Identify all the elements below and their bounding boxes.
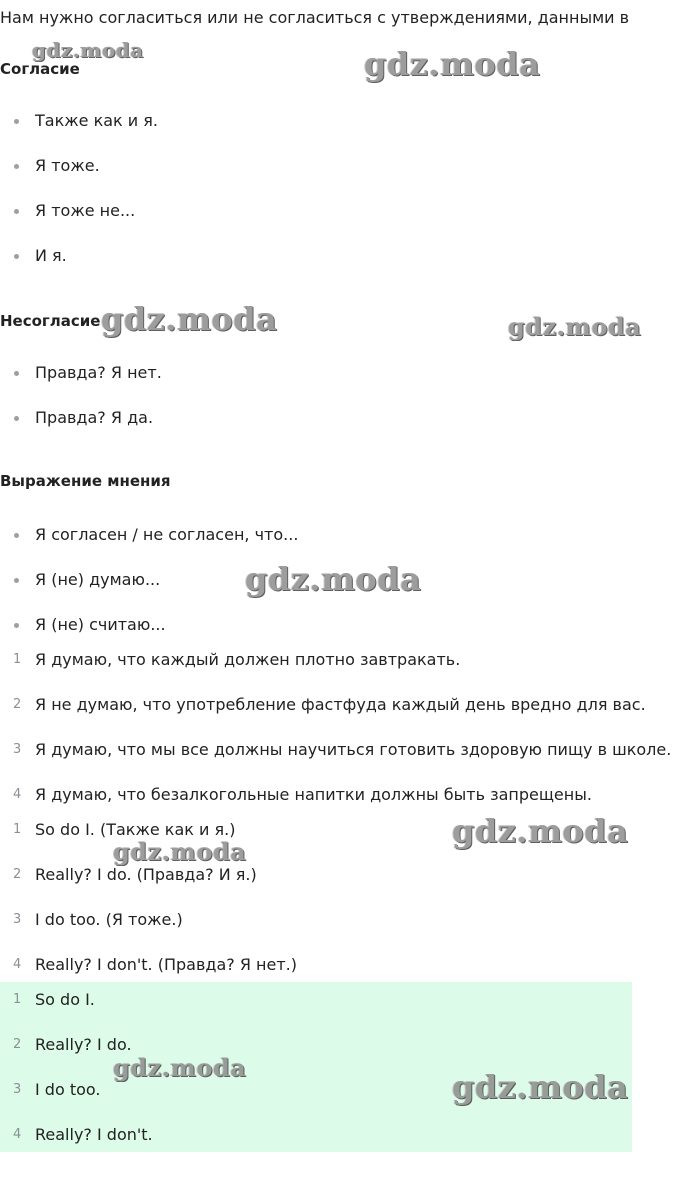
watermark-logo: gdz.moda xyxy=(364,45,541,83)
list-number: 1 xyxy=(13,822,22,837)
watermark-logo: gdz.moda xyxy=(452,1068,629,1106)
watermark-logo: gdz.moda xyxy=(101,300,278,338)
list-number: 2 xyxy=(13,697,22,712)
list-number: 1 xyxy=(13,652,22,667)
watermark-logo: gdz.moda xyxy=(452,812,629,850)
heading-disagreement: Несогласие xyxy=(0,312,101,330)
bullet-icon xyxy=(14,416,19,421)
bullet-icon xyxy=(14,533,19,538)
bullet-icon xyxy=(14,164,19,169)
list-number: 3 xyxy=(13,742,22,757)
watermark-logo: gdz.moda xyxy=(32,38,144,62)
bullet-icon xyxy=(14,371,19,376)
watermark-logo: gdz.moda xyxy=(245,560,422,598)
list-number: 3 xyxy=(13,912,22,927)
bullet-icon xyxy=(14,119,19,124)
watermark-logo: gdz.moda xyxy=(508,312,642,341)
heading-opinion: Выражение мнения xyxy=(0,472,171,490)
list-number: 2 xyxy=(13,1037,22,1052)
list-number: 3 xyxy=(13,1082,22,1097)
bullet-icon xyxy=(14,578,19,583)
intro-text: Нам нужно согласиться или не согласиться с утверждениями, данными в xyxy=(0,8,630,27)
bullet-icon xyxy=(14,623,19,628)
bullet-icon xyxy=(14,254,19,259)
watermark-logo: gdz.moda xyxy=(113,1053,247,1082)
list-number: 4 xyxy=(13,957,22,972)
bullet-icon xyxy=(14,209,19,214)
heading-agreement: Согласие xyxy=(0,60,80,78)
list-number: 4 xyxy=(13,1127,22,1142)
list-number: 4 xyxy=(13,787,22,802)
list-number: 1 xyxy=(13,992,22,1007)
watermark-logo: gdz.moda xyxy=(113,837,247,866)
list-number: 2 xyxy=(13,867,22,882)
